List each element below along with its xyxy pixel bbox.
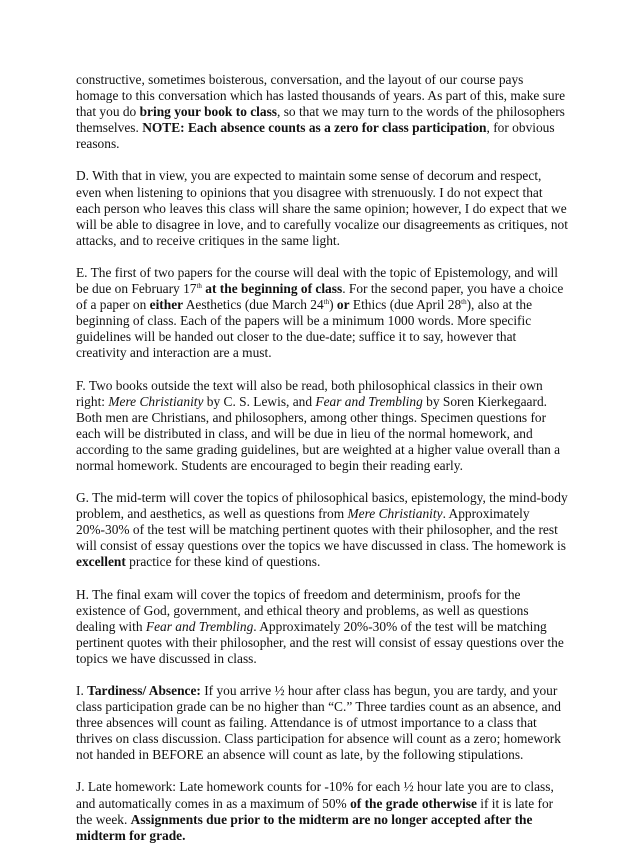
text-run: If you arrive ½ hour after class has begun, you are tardy, and your class participation grade can be no higher than “C.” Three tardies count as an absence, and three absences will count as failing. Attendance is of utmost importance to a class that thrives on class discussion. Class participation for absence will count as a zero; homework not handed in BEFORE an absence will count as late, by the following stipulations. [76,683,561,763]
paragraph-h [76,587,568,667]
italic-run: Fear and Trembling [315,393,423,409]
text-run: . For the second paper, you have a choice of a paper on [76,281,564,313]
text-run: H. The final exam will cover the topics of freedom and determinism, proofs for the existence of God, government, and ethical theory and problems, as well as questions dealing with [76,586,529,634]
text-run: D. With that in view, you are expected to maintain some sense of decorum and respect, even when listening to opinions that you disagree with strenuously. I do not expect that each person who leaves this class will share the same opinion; however, I do expect that we will be able to disagree in love, and to carefully vocalize our disagreements as critiques, not attacks, and to receive critiques in the same light. [76,168,568,248]
bold-run: NOTE: Each absence counts as a zero for class participation [142,120,487,136]
paragraph-g [76,490,568,570]
bold-run: Tardiness/ Absence: [87,683,201,698]
italic-run: Mere Christianity [108,393,204,409]
paragraph-i [76,683,568,763]
superscript: th [323,298,330,307]
bold-run: Assignments due prior to the midterm are no longer accepted after the midterm for grade. [76,811,533,843]
text-run: by C. S. Lewis, and [203,393,316,409]
text-run: I. [76,683,88,698]
text-run: . Approximately 20%-30% of the test will be matching pertinent quotes with their philosopher, and the rest will consist of essay questions over the topics we have discussed in class. [76,618,564,666]
bold-run: at the beginning of class [201,281,343,297]
text-run: . Approximately 20%-30% of the test will be matching pertinent quotes with their philosopher, and the rest will consist of essay questions over the topics we have discussed in class. The homework is [76,506,566,554]
text-run: , so that we may turn to the words of the philosophers themselves. [76,104,565,136]
italic-run: Fear and Trembling [145,618,254,634]
text-run: ), also at the beginning of class. Each of the papers will be a minimum 1000 words. More specific guidelines will be handed out closer to the due-date; suffice it to say, however that creativity and interaction are a must. [76,297,533,361]
bold-run: excellent [76,554,126,570]
italic-run: Mere Christianity [347,506,443,522]
paragraph-continued [76,72,568,152]
text-run: , for obvious reasons. [76,120,555,152]
superscript: th [461,298,467,307]
text-run: ) [329,297,337,313]
paragraph-j [76,779,568,843]
text-run: by Soren Kierkegaard. Both men are Christians, and philosophers, among other things. Specimen questions for each will be distributed in class, and will be due in lieu of the normal homework, and according to the same grading guidelines, but are weighted at a higher value overall than a normal homework. Students are encouraged to begin their reading early. [76,393,561,473]
paragraph-f [76,378,568,475]
text-run: practice for these kind of questions. [125,554,321,570]
text-run: constructive, sometimes boisterous, conversation, and the layout of our course pays homage to this conversation which has lasted thousands of years. As part of this, make sure that you do [76,72,566,120]
bold-run: or [336,297,350,313]
bold-run: either [149,297,184,313]
bold-run: of the grade otherwise [350,795,477,811]
text-run: J. Late homework: Late homework counts for -10% for each ½ hour late you are to class, and automatically comes in as a maximum of 50% [76,779,554,811]
text-run: Aesthetics (due March 24 [183,297,324,313]
text-run: if it is late for the week. [76,795,554,827]
text-run: F. Two books outside the text will also be read, both philosophical classics in their own right: [76,377,543,409]
paragraph-e [76,265,568,362]
text-run: Ethics (due April 28 [349,297,462,313]
text-run: G. The mid-term will cover the topics of philosophical basics, epistemology, the mind-body problem, and aesthetics, as well as questions from [76,490,568,522]
bold-run: bring your book to class [139,104,278,120]
text-run: E. The first of two papers for the course will deal with the topic of Epistemology, and will be due on February 17 [76,264,558,297]
superscript: th [196,282,202,291]
paragraph-d [76,168,568,248]
